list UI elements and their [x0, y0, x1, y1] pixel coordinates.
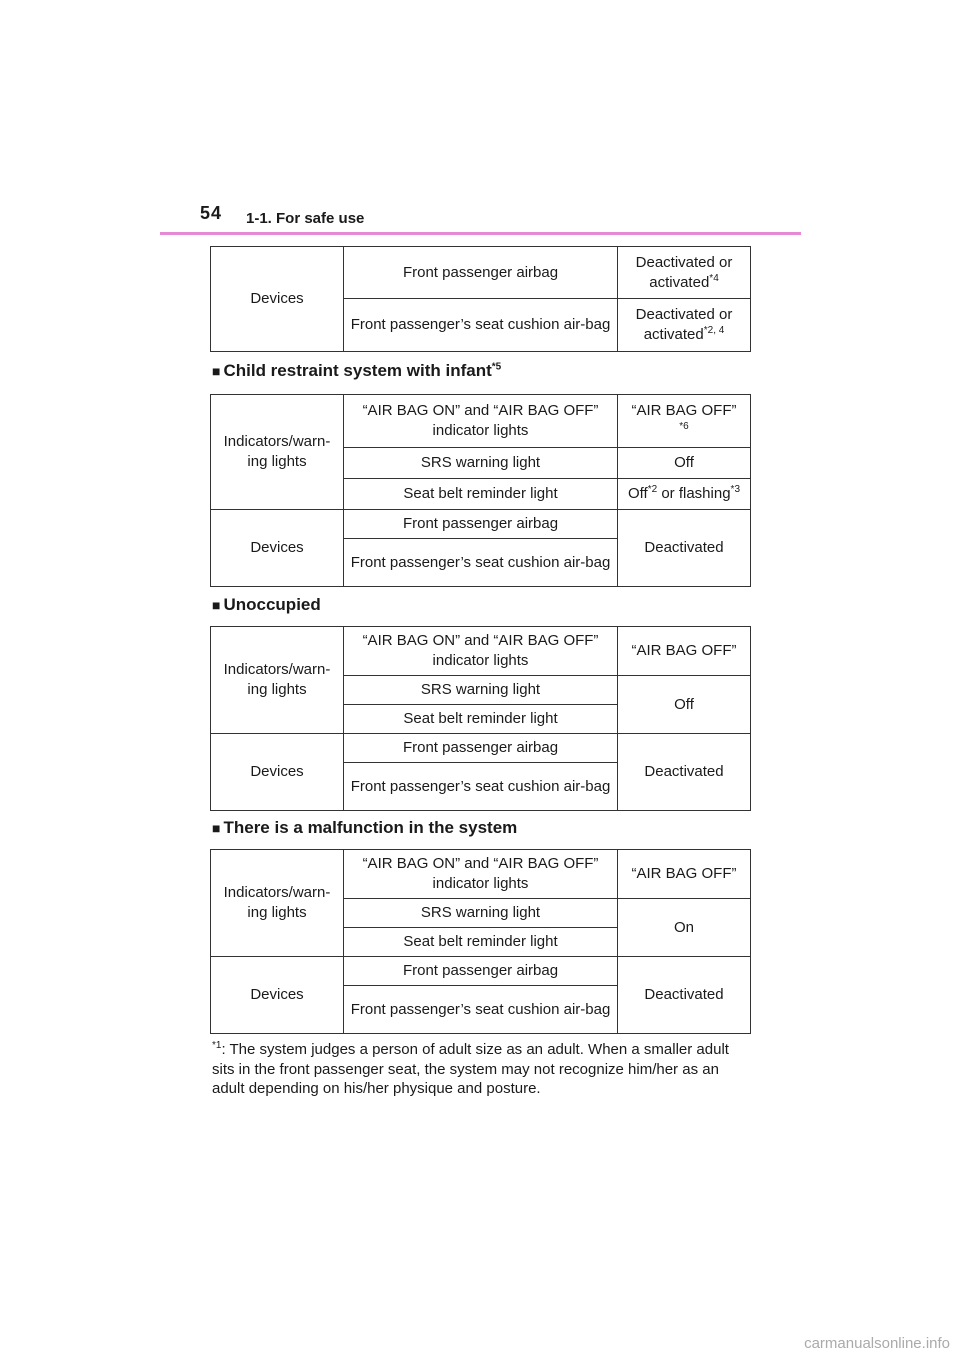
page-number: 54 — [200, 203, 223, 223]
header-rule — [160, 232, 801, 235]
devices-label: Devices — [211, 510, 344, 587]
table-cell-value: Deactivated or activated$^{*2, 4}$ — [618, 299, 751, 352]
devices-label: Devices — [211, 957, 344, 1034]
table-cell-item: Front passenger airbag — [344, 510, 618, 539]
table-cell-item: Seat belt reminder light — [344, 479, 618, 510]
heading-malfunction: ■ There is a malfunction in the system — [212, 818, 518, 837]
infant-table — [210, 394, 751, 587]
footnote — [212, 1040, 752, 1099]
devices-table-top — [210, 246, 751, 352]
table-cell-value: Deactivated — [618, 510, 751, 587]
square-bullet-icon: ■ — [212, 820, 221, 836]
table-cell-value: “AIR BAG OFF” $^{*6}$ — [618, 395, 751, 448]
table-cell-value: Off — [618, 676, 751, 734]
malfunction-table — [210, 849, 751, 1034]
square-bullet-icon: ■ — [212, 597, 221, 613]
table-cell-item: Front passenger’s seat cushion air-bag — [344, 539, 618, 587]
table-cell-item: SRS warning light — [344, 448, 618, 479]
heading-infant: ■ Child restraint system with infant$^{*5}$ — [212, 361, 502, 380]
table-cell-item: Front passenger’s seat cushion air-bag — [344, 986, 618, 1034]
table-cell-item: Front passenger’s seat cushion air-bag — [344, 763, 618, 811]
table-cell-item: Front passenger airbag — [344, 957, 618, 986]
heading-unoccupied: ■ Unoccupied — [212, 595, 321, 614]
table-cell-value: Deactivated — [618, 957, 751, 1034]
footnote-text: : The system judges a person of adult size as an adult. When a smaller adult sits in the front passenger seat, the system may not recognize him/her as an adult depending on his/her physique and posture. — [212, 1041, 729, 1097]
watermark: carmanualsonline.info — [804, 1335, 950, 1352]
table-cell-value: On — [618, 899, 751, 957]
footnote-mark: *1 — [212, 1040, 222, 1051]
indicators-label: Indicators/warn-ing lights — [211, 395, 344, 510]
indicators-label: Indicators/warn-ing lights — [211, 850, 344, 957]
table-cell-item: Seat belt reminder light — [344, 705, 618, 734]
section-label: 1-1. For safe use — [246, 210, 365, 227]
table-cell-value: Deactivated or activated$^{*4}$ — [618, 247, 751, 299]
table-cell-value: “AIR BAG OFF” — [618, 850, 751, 899]
table-cell-item: “AIR BAG ON” and “AIR BAG OFF” indicator lights — [344, 627, 618, 676]
table-cell-item: SRS warning light — [344, 899, 618, 928]
square-bullet-icon: ■ — [212, 363, 221, 379]
table-cell-value: Off$^{*2}$ or flashing$^{*3}$ — [618, 479, 751, 510]
table-cell-item: Seat belt reminder light — [344, 928, 618, 957]
unoccupied-table — [210, 626, 751, 811]
table-cell-value: “AIR BAG OFF” — [618, 627, 751, 676]
devices-label: Devices — [211, 734, 344, 811]
table-cell-item: “AIR BAG ON” and “AIR BAG OFF” indicator lights — [344, 395, 618, 448]
indicators-label: Indicators/warn-ing lights — [211, 627, 344, 734]
table-cell-item: Front passenger’s seat cushion air-bag — [344, 299, 618, 352]
table-cell-item: “AIR BAG ON” and “AIR BAG OFF” indicator lights — [344, 850, 618, 899]
table-cell-value: Deactivated — [618, 734, 751, 811]
devices-label: Devices — [211, 247, 344, 352]
table-cell-item: SRS warning light — [344, 676, 618, 705]
table-cell-item: Front passenger airbag — [344, 247, 618, 299]
table-cell-item: Front passenger airbag — [344, 734, 618, 763]
table-cell-value: Off — [618, 448, 751, 479]
